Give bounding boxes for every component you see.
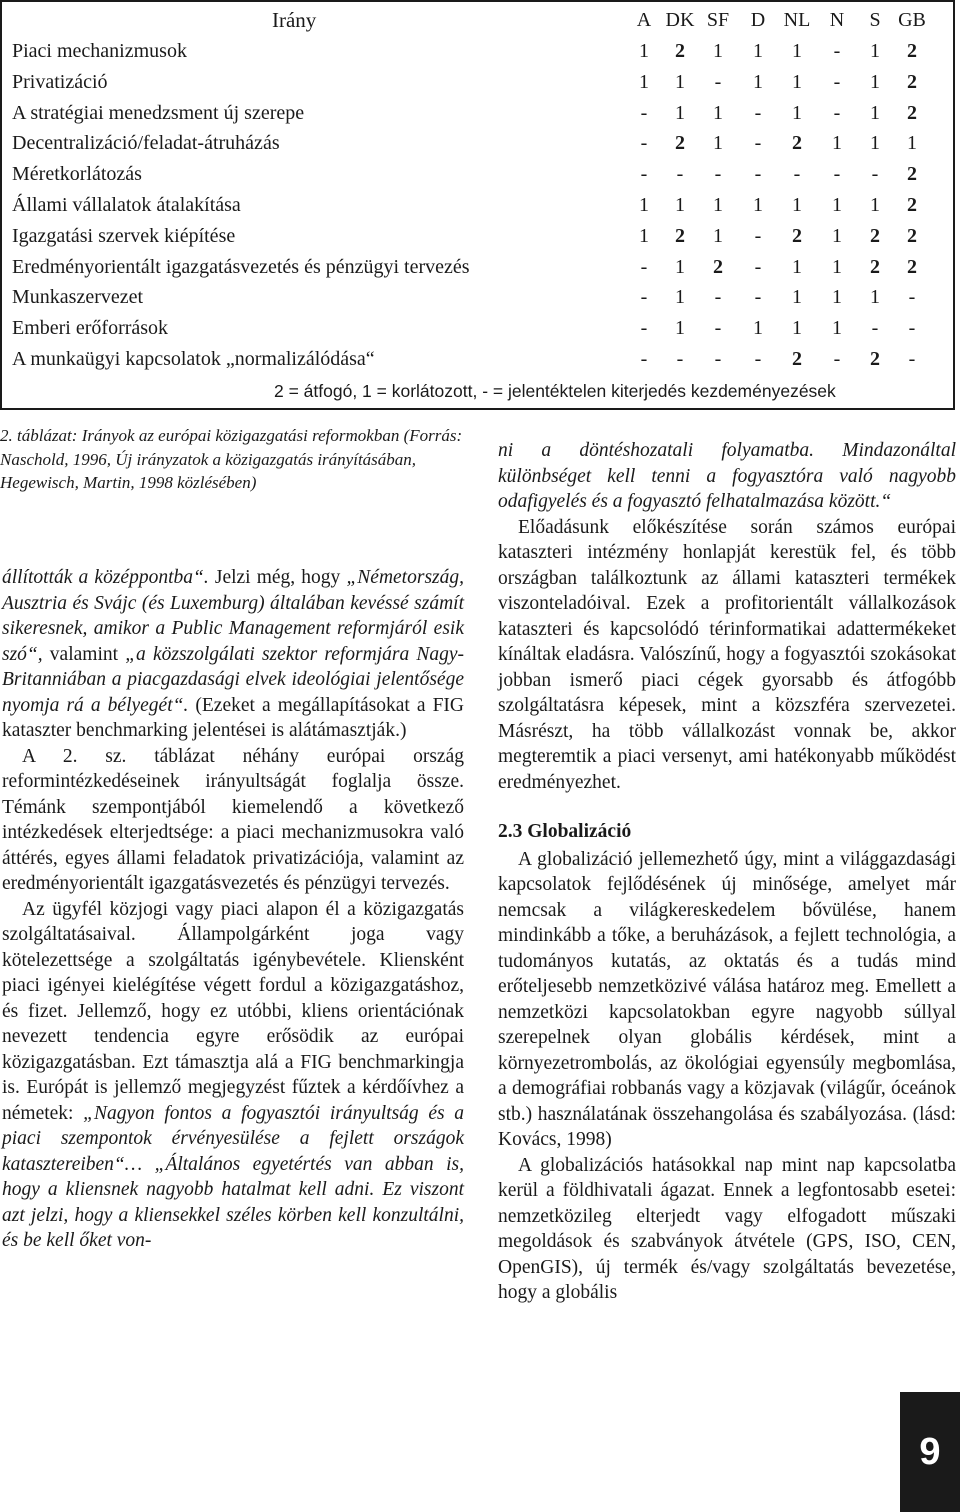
row-label: Privatizáció [12, 70, 108, 93]
table-cell: 1 [870, 101, 880, 124]
right-paragraph-4: A globalizációs hatásokkal nap mint nap kapcsolatba kerül a földhivatali ágazat. Ennek a legfontosabb esetei: nemzetközileg elterjedt vagy elfogadott műszaki megoldások és szabványok átvétele (GPS, ISO, CEN, OpenGIS), új termék és/vagy szolgáltatás bevezetése, hogy a globális [498, 1154, 956, 1303]
table-cell: 1 [675, 317, 685, 340]
table-cell: 1 [870, 70, 880, 93]
table-cell: 1 [792, 286, 802, 309]
table-cell: - [714, 286, 722, 309]
table-cell: 2 [907, 163, 917, 186]
table-cell: - [640, 286, 648, 309]
table-legend: 2 = átfogó, 1 = korlátozott, - = jelentéktelen kiterjedés kezdeményezések [274, 381, 836, 401]
table-cell: 1 [639, 224, 649, 247]
table-cell: - [833, 40, 841, 62]
table-cell: 1 [675, 101, 685, 124]
table-cell: 2 [675, 132, 685, 155]
table-cell: 2 [907, 224, 917, 247]
table-cell: 1 [675, 194, 685, 216]
table-cell: - [676, 163, 684, 186]
table-cell: - [714, 348, 722, 370]
table-cell: 1 [753, 194, 763, 216]
left-p1-italic-b: „Németország, Ausztria és Svájc (és Luxemburg) általában kevéssé számít sikeresnek, amikor a Public Management reformjáról esik szó“, [2, 567, 464, 665]
left-column [2, 565, 464, 1254]
table-cell: 2 [907, 40, 917, 62]
table-cell: - [754, 224, 762, 247]
column-header: GB [898, 9, 926, 31]
row-label: Eredményorientált igazgatásvezetés és pénzügyi tervezés [12, 255, 470, 278]
table-cell: - [833, 101, 841, 124]
table-cell: 1 [713, 101, 723, 124]
table-cell: 2 [907, 194, 917, 216]
table-cell: - [754, 255, 762, 278]
table-cell: 1 [753, 40, 763, 62]
table-cell: - [754, 163, 762, 186]
table-cell: - [871, 317, 879, 340]
table-cell: 1 [792, 40, 802, 62]
table-cell: 1 [713, 40, 723, 62]
table-cell: - [754, 132, 762, 155]
row-label: Emberi erőforrások [12, 317, 169, 340]
table-cell: - [640, 101, 648, 124]
table-cell: 1 [792, 101, 802, 124]
column-header: SF [706, 9, 730, 31]
table-cell: 2 [675, 224, 685, 247]
table-cell: 1 [713, 194, 723, 216]
table-cell: 1 [639, 70, 649, 93]
table-cell: 1 [753, 70, 763, 93]
table-cell: 1 [832, 317, 842, 340]
column-header: D [750, 9, 766, 31]
column-header: S [869, 9, 881, 31]
table-cell: - [833, 70, 841, 93]
left-p1-italic-c: „a közszolgálati szektor reformjára Nagy-Britanniában a piacgazdasági elvek ideológiai jelentősége nyomja rá a bélyegét“. [2, 643, 465, 716]
table-cell: 1 [832, 286, 842, 309]
column-header: N [829, 9, 845, 31]
table-cell: 1 [832, 224, 842, 247]
table-cell: 2 [792, 224, 802, 247]
column-header: NL [783, 9, 811, 31]
table-cell: - [833, 163, 841, 186]
table-cell: - [714, 70, 722, 93]
page-number: 9 [900, 1392, 960, 1512]
left-p3-italic: „Nagyon fontos a fogyasztói irányultság és a piaci szempontok érvényesülése a fejlett országok katasztereiben“… „Általános egyetértés van abban is, hogy a kliensnek nagyobb hatalmat kell adni. Ez viszont azt jelzi, hogy a kliensekkel széles körben kell konzultálni, és be kell őket von- [2, 1102, 464, 1251]
table-cell: 1 [870, 132, 880, 155]
table-cell: 1 [792, 317, 802, 340]
left-p3-text: Az ügyfél közjogi vagy piaci alapon él a közigazgatás szolgáltatásaival. Állampolgárként joga vagy kötelezettsége a szolgáltatás igénybevétele. Kliensként piaci igényei kielégítése végett fordul a közigazgatáshoz, és fizet. Jellemző, hogy ez utóbbi, kliens orientációnak nevezett tendencia egyre erősödik az európai közigazgatásban. Ezt támasztja alá a FIG benchmarkingja is. Európát is jellemző megjegyzést fűztek a kérdőívhez a németek: [2, 898, 464, 1124]
column-header: A [636, 9, 652, 31]
table-cell: 1 [713, 132, 723, 155]
table-cell: 1 [639, 40, 649, 62]
left-p1-text-b: valamint [42, 643, 126, 665]
table-cell: 1 [792, 255, 802, 278]
table-cell: - [640, 132, 648, 155]
left-paragraph-2: A 2. sz. táblázat néhány európai ország reformintézkedéseinek irányultságát foglalja össze. Témánk szempontjából kiemelendő a következő intézkedések elterjedtsége: a piaci mechanizmusokra való áttérés, egyes állami feladatok privatizációja, valamint az eredményorientált igazgatásvezetés és pénzügyi tervezés. [2, 745, 464, 894]
right-column [498, 438, 956, 1306]
table-header-label: Irány [272, 8, 317, 32]
table-cell: 2 [907, 255, 917, 278]
table-cell: - [754, 286, 762, 309]
table-cell: - [908, 317, 916, 340]
table-cell: 2 [713, 255, 723, 278]
table-cell: 2 [792, 348, 802, 370]
table-cell: - [640, 163, 648, 186]
right-paragraph-2: Előadásunk előkészítése során számos európai kataszteri intézmény honlapját kerestük fel, és több országban találkoztunk az állami kataszteri termékek viszonteladóival. Ezek a profitorientált vállalkozások kataszteri és kapcsolódó térinformatikai adattermékeket kínáltak eladásra. Valószínű, hogy a fogyasztói szokásokat jobban ismerő piaci cégek gyorsabb és átfogóbb szolgáltatásra képesek, mint a közszféra szervezetei. Másrészt, ha több vállalkozást vonnak be, akkor megteremtik a piaci versenyt, ami hatékonyabb működést eredményezhet. [498, 516, 956, 793]
table-cell: - [640, 317, 648, 340]
row-label: Piaci mechanizmusok [12, 40, 187, 62]
table-cell: 1 [832, 194, 842, 216]
left-paragraph-1 [2, 565, 464, 744]
table-cell: - [754, 101, 762, 124]
left-p1-text-a: Jelzi még, hogy [208, 567, 347, 588]
table-cell: 1 [792, 194, 802, 216]
table-cell: 1 [713, 224, 723, 247]
table-cell: - [714, 317, 722, 340]
table-cell: 1 [753, 317, 763, 340]
row-label: Munkaszervezet [12, 286, 144, 309]
right-p1-italic: ni a döntéshozatali folyamatba. Mindazonáltal különbséget kell tenni a fogyasztóra való nagyobb odafigyelés és a fogyasztó felhatalmazása között.“ [498, 440, 956, 512]
table-cell: 1 [675, 255, 685, 278]
table-cell: 2 [870, 255, 880, 278]
column-header: DK [665, 9, 695, 31]
table-cell: 2 [907, 70, 917, 93]
table-cell: - [640, 348, 648, 370]
row-label: Decentralizáció/feladat-átruházás [12, 132, 280, 155]
table-cell: 1 [870, 40, 880, 62]
row-label: A munkaügyi kapcsolatok „normalizálódása“ [12, 348, 375, 370]
table-cell: 1 [907, 132, 917, 155]
table-cell: - [908, 348, 916, 370]
row-label: A stratégiai menedzsment új szerepe [12, 101, 305, 124]
table-cell: 2 [870, 224, 880, 247]
table-cell: - [833, 348, 841, 370]
table-cell: 1 [870, 194, 880, 216]
table-cell: 1 [832, 132, 842, 155]
row-label: Állami vállalatok átalakítása [12, 194, 241, 216]
table-cell: - [714, 163, 722, 186]
table-cell: 1 [832, 255, 842, 278]
table-cell: 1 [675, 286, 685, 309]
table-cell: 1 [675, 70, 685, 93]
table-cell: 2 [907, 101, 917, 124]
table-cell: - [793, 163, 801, 186]
table-cell: - [908, 286, 916, 309]
table-cell: - [871, 163, 879, 186]
table-caption: 2. táblázat: Irányok az európai közigazgatási reformokban (Forrás: Naschold, 1996, Új irányzatok a közigazgatás irányításában, Hegewisch, Martin, 1998 közlésében) [0, 426, 463, 492]
table-cell: 2 [870, 348, 880, 370]
table-cell: 2 [675, 40, 685, 62]
table-cell: 1 [870, 286, 880, 309]
right-paragraph-1 [498, 438, 956, 515]
right-paragraph-3: A globalizáció jellemezhető úgy, mint a világgazdasági kapcsolatok fejlődésének új minősége, amelyet már nemcsak a világkereskedelem bővülése, hanem mindinkább a tőke, a beruházások, a fejlett technológia, a tudományos kutatás, az oktatás és a tudás mind erőteljesebb nemzetközivé válása határoz meg. Emellett a nemzetközi kapcsolatokban egyre nagyobb súllyal szerepelnek olyan globális kérdések, mint a környezetrombolás, az ökológiai egyensúly megbomlása, a demográfiai robbanás vagy a közjavak (világűr, óceánok stb.) használatának összehangolása és szabályozása. (lásd: Kovács, 1998) [498, 848, 956, 1150]
table-cell: 2 [792, 132, 802, 155]
directions-table [0, 0, 955, 410]
table-cell: 1 [792, 70, 802, 93]
row-label: Igazgatási szervek kiépítése [12, 224, 236, 247]
left-p1-italic-a: állították a középpontba“. [2, 567, 209, 588]
table-cell: 1 [639, 194, 649, 216]
table-cell: - [676, 348, 684, 370]
row-label: Méretkorlátozás [12, 163, 142, 186]
table-cell: - [754, 348, 762, 370]
table-cell: - [640, 255, 648, 278]
section-heading: 2.3 Globalizáció [498, 821, 632, 842]
left-p1-text-c: (Ezeket a megállapításokat a FIG kataszter benchmarking jelentései is alátámasztják.) [2, 694, 465, 741]
left-paragraph-3 [2, 897, 464, 1254]
